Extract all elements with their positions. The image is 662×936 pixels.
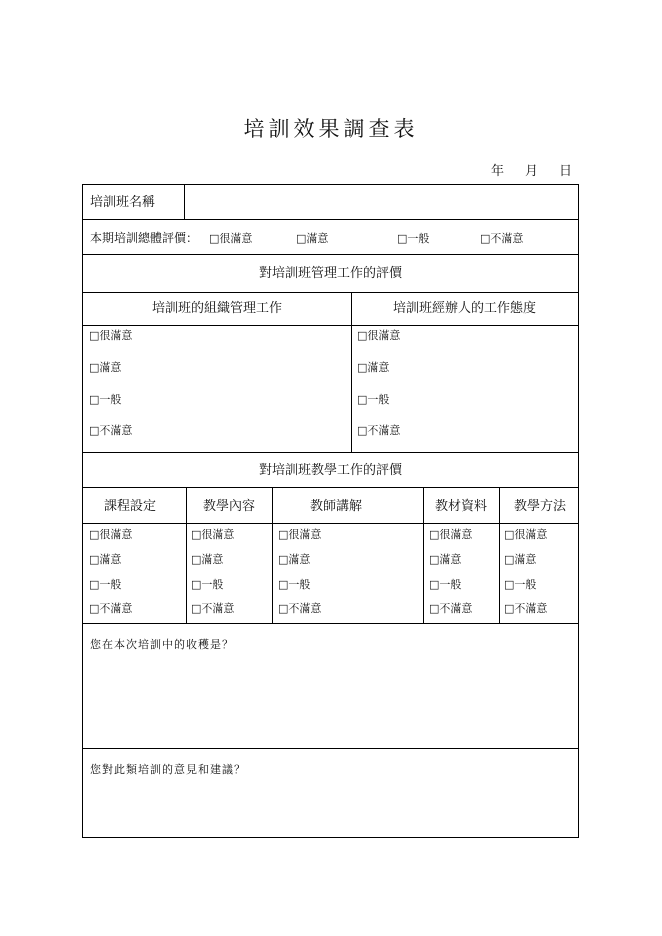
teaching-explanation-option[interactable]: □不滿意 (278, 602, 322, 615)
teaching-content-option[interactable]: □滿意 (191, 553, 224, 566)
teaching-content-option[interactable]: □一般 (191, 578, 224, 591)
mgmt-org-option[interactable]: □很滿意 (89, 329, 133, 342)
overall-option-satisfied[interactable]: □滿意 (296, 232, 329, 245)
teaching-column-method: 教學方法 (513, 499, 566, 514)
overall-option-very-satisfied[interactable]: □很滿意 (209, 232, 253, 245)
mgmt-staff-option[interactable]: □一般 (357, 393, 390, 406)
management-column-staff-attitude: 培訓班經辦人的工作態度 (392, 301, 536, 316)
teaching-column-explanation: 教師講解 (309, 499, 362, 514)
row-divider (83, 523, 578, 524)
teaching-course-option[interactable]: □很滿意 (89, 528, 133, 541)
teaching-method-option[interactable]: □滿意 (504, 553, 537, 566)
teaching-explanation-option[interactable]: □很滿意 (278, 528, 322, 541)
mgmt-staff-option[interactable]: □很滿意 (357, 329, 401, 342)
column-divider (184, 185, 185, 219)
management-section-heading: 對培訓班管理工作的評價 (258, 266, 402, 281)
date-month-label: 月 (525, 164, 539, 179)
row-divider (83, 219, 578, 220)
teaching-section-heading: 對培訓班教學工作的評價 (258, 463, 402, 478)
teaching-course-option[interactable]: □一般 (89, 578, 122, 591)
teaching-course-option[interactable]: □不滿意 (89, 602, 133, 615)
mgmt-org-option[interactable]: □滿意 (89, 361, 122, 374)
overall-option-dissatisfied[interactable]: □不滿意 (480, 232, 524, 245)
row-divider (83, 254, 578, 255)
mgmt-staff-option[interactable]: □滿意 (357, 361, 390, 374)
row-divider (83, 487, 578, 488)
date-day-label: 日 (559, 164, 573, 179)
teaching-column-course-setup: 課程設定 (103, 499, 156, 514)
teaching-method-option[interactable]: □一般 (504, 578, 537, 591)
teaching-materials-option[interactable]: □一般 (429, 578, 462, 591)
mgmt-org-option[interactable]: □一般 (89, 393, 122, 406)
overall-evaluation-label: 本期培訓總體評價： (90, 231, 199, 245)
survey-form-table (82, 184, 579, 838)
overall-option-average[interactable]: □一般 (397, 232, 430, 245)
question-gains: 您在本次培訓中的收穫是？ (90, 638, 234, 651)
teaching-materials-option[interactable]: □滿意 (429, 553, 462, 566)
teaching-explanation-option[interactable]: □一般 (278, 578, 311, 591)
row-divider (83, 623, 578, 624)
date-year-label: 年 (491, 164, 505, 179)
mgmt-org-option[interactable]: □不滿意 (89, 424, 133, 437)
management-column-organization: 培訓班的組織管理工作 (151, 301, 282, 316)
teaching-explanation-option[interactable]: □滿意 (278, 553, 311, 566)
row-divider (83, 748, 578, 749)
row-divider (83, 325, 578, 326)
teaching-column-content: 教學內容 (202, 499, 255, 514)
teaching-content-option[interactable]: □不滿意 (191, 602, 235, 615)
row-divider (83, 452, 578, 453)
teaching-method-option[interactable]: □不滿意 (504, 602, 548, 615)
teaching-content-option[interactable]: □很滿意 (191, 528, 235, 541)
teaching-materials-option[interactable]: □很滿意 (429, 528, 473, 541)
teaching-column-materials: 教材資料 (434, 499, 487, 514)
row-divider (83, 292, 578, 293)
teaching-materials-option[interactable]: □不滿意 (429, 602, 473, 615)
question-suggestions: 您對此類培訓的意見和建議？ (90, 763, 246, 776)
teaching-method-option[interactable]: □很滿意 (504, 528, 548, 541)
form-title: 培訓效果調查表 (243, 117, 419, 141)
mgmt-staff-option[interactable]: □不滿意 (357, 424, 401, 437)
teaching-course-option[interactable]: □滿意 (89, 553, 122, 566)
class-name-label: 培訓班名稱 (90, 195, 156, 210)
